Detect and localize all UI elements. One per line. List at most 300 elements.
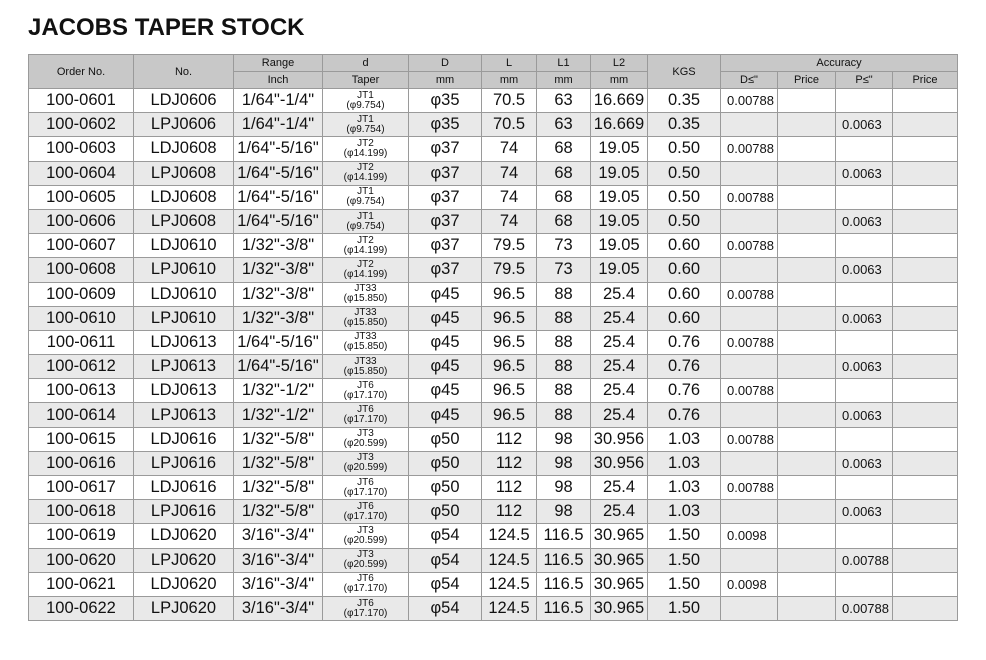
price-1-cell bbox=[778, 403, 836, 427]
taper-code: JT6 bbox=[357, 573, 374, 585]
L1-cell: 73 bbox=[537, 234, 591, 258]
acc-p-cell bbox=[836, 330, 893, 354]
range-cell: 1/32"-3/8" bbox=[234, 234, 323, 258]
taper-diameter: (φ20.599) bbox=[343, 559, 388, 571]
L-cell: 70.5 bbox=[482, 113, 537, 137]
L2-cell: 30.956 bbox=[591, 427, 648, 451]
price-1-cell bbox=[778, 596, 836, 620]
D-cell: φ37 bbox=[409, 234, 482, 258]
taper-code: JT2 bbox=[357, 258, 374, 270]
table-row bbox=[29, 355, 958, 379]
taper-cell bbox=[323, 596, 409, 620]
range-cell: 1/64"-5/16" bbox=[234, 185, 323, 209]
acc-p-cell bbox=[836, 427, 893, 451]
L-cell: 74 bbox=[482, 161, 537, 185]
table-row bbox=[29, 476, 958, 500]
acc-d-cell bbox=[721, 306, 778, 330]
order-no-cell: 100-0607 bbox=[29, 234, 134, 258]
kgs-cell: 1.50 bbox=[648, 596, 721, 620]
order-no-cell: 100-0603 bbox=[29, 137, 134, 161]
L1-cell: 116.5 bbox=[537, 572, 591, 596]
no-cell: LPJ0616 bbox=[134, 451, 234, 475]
spec-table bbox=[28, 54, 958, 621]
order-no-cell: 100-0604 bbox=[29, 161, 134, 185]
L1-cell: 88 bbox=[537, 379, 591, 403]
L1-cell: 116.5 bbox=[537, 524, 591, 548]
no-cell: LDJ0620 bbox=[134, 572, 234, 596]
acc-d-cell bbox=[721, 548, 778, 572]
L1-cell: 73 bbox=[537, 258, 591, 282]
taper-cell bbox=[323, 427, 409, 451]
header-range: Range bbox=[234, 55, 323, 72]
table-row bbox=[29, 113, 958, 137]
L2-cell: 25.4 bbox=[591, 500, 648, 524]
header-L2: L2 bbox=[591, 55, 648, 72]
D-cell: φ37 bbox=[409, 258, 482, 282]
no-cell: LPJ0608 bbox=[134, 161, 234, 185]
acc-d-cell: 0.00788 bbox=[721, 427, 778, 451]
price-2-cell bbox=[893, 403, 958, 427]
acc-d-cell: 0.00788 bbox=[721, 330, 778, 354]
D-cell: φ37 bbox=[409, 209, 482, 233]
table-row bbox=[29, 379, 958, 403]
taper-cell bbox=[323, 89, 409, 113]
acc-d-cell bbox=[721, 500, 778, 524]
range-cell: 1/32"-3/8" bbox=[234, 258, 323, 282]
L-cell: 96.5 bbox=[482, 330, 537, 354]
range-cell: 1/32"-5/8" bbox=[234, 476, 323, 500]
taper-diameter: (φ9.754) bbox=[346, 99, 385, 111]
taper-diameter: (φ14.199) bbox=[343, 244, 388, 256]
price-1-cell bbox=[778, 355, 836, 379]
header-L1: L1 bbox=[537, 55, 591, 72]
acc-d-cell: 0.0098 bbox=[721, 524, 778, 548]
taper-code: JT6 bbox=[357, 500, 374, 512]
acc-d-cell: 0.00788 bbox=[721, 379, 778, 403]
taper-code: JT6 bbox=[357, 379, 374, 391]
taper-cell bbox=[323, 451, 409, 475]
L-cell: 96.5 bbox=[482, 379, 537, 403]
table-row bbox=[29, 282, 958, 306]
range-cell: 1/64"-1/4" bbox=[234, 89, 323, 113]
taper-cell bbox=[323, 379, 409, 403]
L1-cell: 63 bbox=[537, 89, 591, 113]
order-no-cell: 100-0615 bbox=[29, 427, 134, 451]
taper-code: JT33 bbox=[354, 355, 377, 367]
no-cell: LDJ0606 bbox=[134, 89, 234, 113]
L2-cell: 19.05 bbox=[591, 234, 648, 258]
price-2-cell bbox=[893, 89, 958, 113]
range-cell: 1/32"-3/8" bbox=[234, 282, 323, 306]
table-row bbox=[29, 185, 958, 209]
price-1-cell bbox=[778, 548, 836, 572]
table-row bbox=[29, 427, 958, 451]
header-acc-price-2: Price bbox=[893, 72, 958, 89]
L-cell: 96.5 bbox=[482, 306, 537, 330]
table-row bbox=[29, 403, 958, 427]
taper-diameter: (φ20.599) bbox=[343, 438, 388, 450]
acc-d-cell bbox=[721, 209, 778, 233]
no-cell: LPJ0610 bbox=[134, 258, 234, 282]
price-2-cell bbox=[893, 476, 958, 500]
L-cell: 96.5 bbox=[482, 355, 537, 379]
acc-d-cell bbox=[721, 596, 778, 620]
L-cell: 96.5 bbox=[482, 403, 537, 427]
page-title: JACOBS TAPER STOCK bbox=[28, 14, 305, 41]
L2-cell: 25.4 bbox=[591, 355, 648, 379]
price-1-cell bbox=[778, 89, 836, 113]
no-cell: LDJ0608 bbox=[134, 137, 234, 161]
taper-cell bbox=[323, 330, 409, 354]
L-cell: 79.5 bbox=[482, 234, 537, 258]
L-cell: 124.5 bbox=[482, 524, 537, 548]
price-1-cell bbox=[778, 161, 836, 185]
L1-cell: 68 bbox=[537, 209, 591, 233]
acc-p-cell bbox=[836, 137, 893, 161]
taper-diameter: (φ15.850) bbox=[343, 341, 388, 353]
range-cell: 1/32"-5/8" bbox=[234, 451, 323, 475]
acc-p-cell bbox=[836, 234, 893, 258]
price-2-cell bbox=[893, 282, 958, 306]
order-no-cell: 100-0622 bbox=[29, 596, 134, 620]
L-cell: 74 bbox=[482, 137, 537, 161]
price-1-cell bbox=[778, 185, 836, 209]
header-L: L bbox=[482, 55, 537, 72]
L-cell: 124.5 bbox=[482, 548, 537, 572]
header-D-unit: mm bbox=[409, 72, 482, 89]
taper-code: JT33 bbox=[354, 283, 377, 295]
range-cell: 3/16"-3/4" bbox=[234, 572, 323, 596]
acc-d-cell bbox=[721, 258, 778, 282]
header-L-unit: mm bbox=[482, 72, 537, 89]
header-no: No. bbox=[134, 55, 234, 89]
order-no-cell: 100-0613 bbox=[29, 379, 134, 403]
acc-p-cell bbox=[836, 89, 893, 113]
price-2-cell bbox=[893, 137, 958, 161]
L1-cell: 68 bbox=[537, 137, 591, 161]
L2-cell: 30.956 bbox=[591, 451, 648, 475]
price-1-cell bbox=[778, 137, 836, 161]
acc-p-cell: 0.0063 bbox=[836, 355, 893, 379]
acc-d-cell bbox=[721, 355, 778, 379]
L1-cell: 88 bbox=[537, 282, 591, 306]
price-2-cell bbox=[893, 572, 958, 596]
taper-cell bbox=[323, 282, 409, 306]
D-cell: φ35 bbox=[409, 89, 482, 113]
range-cell: 1/64"-5/16" bbox=[234, 161, 323, 185]
price-1-cell bbox=[778, 572, 836, 596]
D-cell: φ37 bbox=[409, 161, 482, 185]
D-cell: φ45 bbox=[409, 282, 482, 306]
kgs-cell: 1.50 bbox=[648, 548, 721, 572]
L1-cell: 116.5 bbox=[537, 596, 591, 620]
price-1-cell bbox=[778, 306, 836, 330]
acc-d-cell: 0.00788 bbox=[721, 89, 778, 113]
L1-cell: 98 bbox=[537, 451, 591, 475]
L2-cell: 25.4 bbox=[591, 403, 648, 427]
kgs-cell: 0.35 bbox=[648, 113, 721, 137]
L-cell: 70.5 bbox=[482, 89, 537, 113]
D-cell: φ50 bbox=[409, 451, 482, 475]
range-cell: 1/32"-1/2" bbox=[234, 379, 323, 403]
taper-cell bbox=[323, 355, 409, 379]
acc-d-cell bbox=[721, 113, 778, 137]
table-row bbox=[29, 572, 958, 596]
header-acc-d: D≤" bbox=[721, 72, 778, 89]
taper-code: JT2 bbox=[357, 137, 374, 149]
kgs-cell: 0.76 bbox=[648, 379, 721, 403]
taper-diameter: (φ9.754) bbox=[346, 123, 385, 135]
kgs-cell: 0.76 bbox=[648, 330, 721, 354]
taper-code: JT3 bbox=[357, 524, 374, 536]
taper-diameter: (φ15.850) bbox=[343, 365, 388, 377]
taper-cell bbox=[323, 185, 409, 209]
L1-cell: 98 bbox=[537, 427, 591, 451]
acc-p-cell: 0.0063 bbox=[836, 500, 893, 524]
price-2-cell bbox=[893, 451, 958, 475]
kgs-cell: 0.50 bbox=[648, 137, 721, 161]
L-cell: 112 bbox=[482, 427, 537, 451]
order-no-cell: 100-0601 bbox=[29, 89, 134, 113]
range-cell: 1/32"-5/8" bbox=[234, 427, 323, 451]
L1-cell: 88 bbox=[537, 403, 591, 427]
taper-diameter: (φ14.199) bbox=[343, 147, 388, 159]
kgs-cell: 0.60 bbox=[648, 234, 721, 258]
range-cell: 1/64"-1/4" bbox=[234, 113, 323, 137]
taper-code: JT2 bbox=[357, 162, 374, 174]
kgs-cell: 1.50 bbox=[648, 572, 721, 596]
range-cell: 1/32"-3/8" bbox=[234, 306, 323, 330]
price-2-cell bbox=[893, 185, 958, 209]
price-2-cell bbox=[893, 596, 958, 620]
acc-p-cell bbox=[836, 476, 893, 500]
order-no-cell: 100-0609 bbox=[29, 282, 134, 306]
table-row bbox=[29, 596, 958, 620]
L-cell: 79.5 bbox=[482, 258, 537, 282]
table-row bbox=[29, 548, 958, 572]
D-cell: φ54 bbox=[409, 524, 482, 548]
header-kgs: KGS bbox=[648, 55, 721, 89]
L2-cell: 25.4 bbox=[591, 282, 648, 306]
kgs-cell: 0.50 bbox=[648, 185, 721, 209]
L2-cell: 16.669 bbox=[591, 113, 648, 137]
header-D: D bbox=[409, 55, 482, 72]
D-cell: φ54 bbox=[409, 548, 482, 572]
no-cell: LPJ0620 bbox=[134, 548, 234, 572]
taper-cell bbox=[323, 258, 409, 282]
price-2-cell bbox=[893, 330, 958, 354]
taper-diameter: (φ17.170) bbox=[343, 607, 388, 619]
acc-d-cell bbox=[721, 161, 778, 185]
taper-cell bbox=[323, 306, 409, 330]
price-2-cell bbox=[893, 355, 958, 379]
acc-p-cell: 0.0063 bbox=[836, 113, 893, 137]
L-cell: 112 bbox=[482, 476, 537, 500]
taper-cell bbox=[323, 500, 409, 524]
header-range-unit: Inch bbox=[234, 72, 323, 89]
D-cell: φ50 bbox=[409, 476, 482, 500]
acc-d-cell: 0.00788 bbox=[721, 137, 778, 161]
L-cell: 96.5 bbox=[482, 282, 537, 306]
price-1-cell bbox=[778, 476, 836, 500]
L1-cell: 88 bbox=[537, 355, 591, 379]
taper-code: JT1 bbox=[357, 113, 374, 125]
price-1-cell bbox=[778, 379, 836, 403]
L2-cell: 25.4 bbox=[591, 306, 648, 330]
acc-p-cell bbox=[836, 282, 893, 306]
price-1-cell bbox=[778, 427, 836, 451]
taper-diameter: (φ9.754) bbox=[346, 196, 385, 208]
header-acc-p: P≤" bbox=[836, 72, 893, 89]
acc-p-cell bbox=[836, 185, 893, 209]
table-row bbox=[29, 306, 958, 330]
order-no-cell: 100-0619 bbox=[29, 524, 134, 548]
price-2-cell bbox=[893, 379, 958, 403]
D-cell: φ45 bbox=[409, 403, 482, 427]
table-row bbox=[29, 330, 958, 354]
range-cell: 1/64"-5/16" bbox=[234, 355, 323, 379]
acc-p-cell: 0.0063 bbox=[836, 258, 893, 282]
header-L2-unit: mm bbox=[591, 72, 648, 89]
L1-cell: 116.5 bbox=[537, 548, 591, 572]
no-cell: LDJ0610 bbox=[134, 234, 234, 258]
taper-code: JT3 bbox=[357, 428, 374, 440]
order-no-cell: 100-0608 bbox=[29, 258, 134, 282]
L2-cell: 19.05 bbox=[591, 161, 648, 185]
D-cell: φ50 bbox=[409, 500, 482, 524]
header-d: d bbox=[323, 55, 409, 72]
no-cell: LDJ0613 bbox=[134, 379, 234, 403]
price-1-cell bbox=[778, 524, 836, 548]
L2-cell: 19.05 bbox=[591, 209, 648, 233]
table-row bbox=[29, 258, 958, 282]
header-d-sub: Taper bbox=[323, 72, 409, 89]
acc-p-cell: 0.0063 bbox=[836, 451, 893, 475]
price-1-cell bbox=[778, 234, 836, 258]
table-row bbox=[29, 137, 958, 161]
kgs-cell: 1.03 bbox=[648, 500, 721, 524]
range-cell: 1/64"-5/16" bbox=[234, 209, 323, 233]
D-cell: φ54 bbox=[409, 596, 482, 620]
range-cell: 1/64"-5/16" bbox=[234, 330, 323, 354]
no-cell: LPJ0613 bbox=[134, 403, 234, 427]
taper-cell bbox=[323, 524, 409, 548]
order-no-cell: 100-0605 bbox=[29, 185, 134, 209]
kgs-cell: 0.50 bbox=[648, 209, 721, 233]
range-cell: 3/16"-3/4" bbox=[234, 524, 323, 548]
L2-cell: 19.05 bbox=[591, 258, 648, 282]
kgs-cell: 0.60 bbox=[648, 258, 721, 282]
table-row bbox=[29, 500, 958, 524]
table-row bbox=[29, 234, 958, 258]
acc-p-cell: 0.0063 bbox=[836, 306, 893, 330]
no-cell: LDJ0616 bbox=[134, 476, 234, 500]
no-cell: LPJ0613 bbox=[134, 355, 234, 379]
acc-d-cell: 0.00788 bbox=[721, 476, 778, 500]
price-1-cell bbox=[778, 451, 836, 475]
taper-code: JT1 bbox=[357, 89, 374, 101]
acc-p-cell: 0.00788 bbox=[836, 596, 893, 620]
taper-cell bbox=[323, 403, 409, 427]
no-cell: LPJ0620 bbox=[134, 596, 234, 620]
D-cell: φ45 bbox=[409, 355, 482, 379]
taper-cell bbox=[323, 161, 409, 185]
price-1-cell bbox=[778, 500, 836, 524]
L2-cell: 30.965 bbox=[591, 596, 648, 620]
kgs-cell: 1.03 bbox=[648, 451, 721, 475]
taper-cell bbox=[323, 572, 409, 596]
L-cell: 74 bbox=[482, 185, 537, 209]
order-no-cell: 100-0620 bbox=[29, 548, 134, 572]
taper-cell bbox=[323, 137, 409, 161]
taper-diameter: (φ17.170) bbox=[343, 510, 388, 522]
L2-cell: 16.669 bbox=[591, 89, 648, 113]
order-no-cell: 100-0602 bbox=[29, 113, 134, 137]
price-2-cell bbox=[893, 500, 958, 524]
L2-cell: 25.4 bbox=[591, 476, 648, 500]
L-cell: 124.5 bbox=[482, 596, 537, 620]
kgs-cell: 0.76 bbox=[648, 355, 721, 379]
taper-diameter: (φ15.850) bbox=[343, 317, 388, 329]
acc-d-cell: 0.00788 bbox=[721, 185, 778, 209]
order-no-cell: 100-0610 bbox=[29, 306, 134, 330]
L-cell: 74 bbox=[482, 209, 537, 233]
D-cell: φ45 bbox=[409, 330, 482, 354]
order-no-cell: 100-0612 bbox=[29, 355, 134, 379]
price-2-cell bbox=[893, 209, 958, 233]
taper-diameter: (φ9.754) bbox=[346, 220, 385, 232]
header-acc-price-1: Price bbox=[778, 72, 836, 89]
L-cell: 112 bbox=[482, 451, 537, 475]
L2-cell: 25.4 bbox=[591, 330, 648, 354]
L2-cell: 30.965 bbox=[591, 548, 648, 572]
no-cell: LPJ0610 bbox=[134, 306, 234, 330]
L2-cell: 19.05 bbox=[591, 185, 648, 209]
L2-cell: 19.05 bbox=[591, 137, 648, 161]
no-cell: LPJ0616 bbox=[134, 500, 234, 524]
range-cell: 1/64"-5/16" bbox=[234, 137, 323, 161]
L1-cell: 68 bbox=[537, 185, 591, 209]
taper-code: JT3 bbox=[357, 452, 374, 464]
kgs-cell: 0.60 bbox=[648, 282, 721, 306]
taper-code: JT1 bbox=[357, 210, 374, 222]
order-no-cell: 100-0611 bbox=[29, 330, 134, 354]
no-cell: LDJ0608 bbox=[134, 185, 234, 209]
D-cell: φ37 bbox=[409, 137, 482, 161]
order-no-cell: 100-0621 bbox=[29, 572, 134, 596]
acc-d-cell: 0.00788 bbox=[721, 234, 778, 258]
taper-cell bbox=[323, 476, 409, 500]
price-2-cell bbox=[893, 548, 958, 572]
kgs-cell: 0.60 bbox=[648, 306, 721, 330]
kgs-cell: 0.50 bbox=[648, 161, 721, 185]
table-row bbox=[29, 161, 958, 185]
L-cell: 112 bbox=[482, 500, 537, 524]
L1-cell: 88 bbox=[537, 330, 591, 354]
acc-d-cell bbox=[721, 403, 778, 427]
no-cell: LPJ0606 bbox=[134, 113, 234, 137]
taper-diameter: (φ17.170) bbox=[343, 389, 388, 401]
acc-p-cell bbox=[836, 379, 893, 403]
no-cell: LDJ0620 bbox=[134, 524, 234, 548]
L1-cell: 63 bbox=[537, 113, 591, 137]
range-cell: 3/16"-3/4" bbox=[234, 548, 323, 572]
range-cell: 1/32"-5/8" bbox=[234, 500, 323, 524]
kgs-cell: 1.03 bbox=[648, 476, 721, 500]
taper-code: JT3 bbox=[357, 549, 374, 561]
taper-cell bbox=[323, 113, 409, 137]
D-cell: φ50 bbox=[409, 427, 482, 451]
